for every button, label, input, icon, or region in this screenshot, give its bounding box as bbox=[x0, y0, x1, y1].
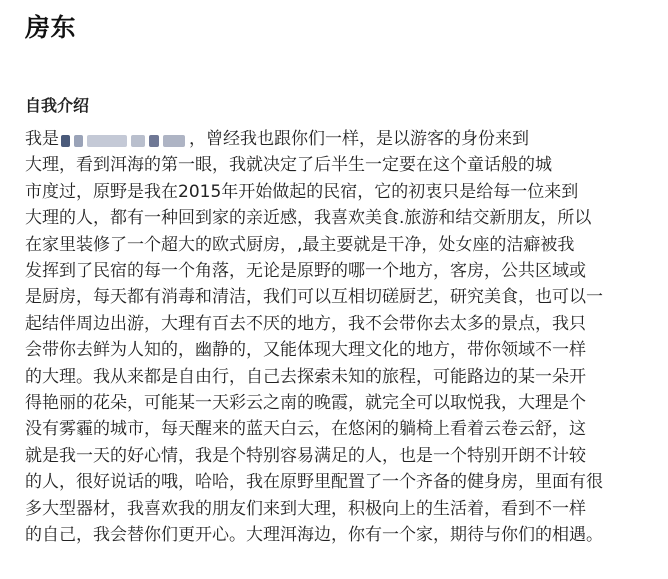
intro-line bbox=[25, 126, 657, 152]
intro-line: 在家里装修了一个超大的欧式厨房，,最主要就是干净，处女座的洁癖被我 bbox=[25, 234, 575, 255]
intro-line: 多大型器材，我喜欢我的朋友们来到大理，积极向上的生活着，看到不一样 bbox=[25, 498, 586, 519]
intro-line-suffix: ，曾经我也跟你们一样，是以游客的身份来到 bbox=[189, 129, 529, 149]
redaction-block bbox=[131, 135, 145, 147]
intro-line: 大理的人，都有一种回到家的亲近感，我喜欢美食.旅游和结交新朋友，所以 bbox=[25, 208, 592, 229]
self-intro-heading: 自我介绍 bbox=[25, 96, 90, 115]
intro-line: 会带你去鲜为人知的，幽静的，又能体现大理文化的地方，带你领域不一样 bbox=[25, 340, 586, 361]
intro-line: 得艳丽的花朵，可能某一天彩云之南的晚霞，就完全可以取悦我，大理是个 bbox=[25, 393, 586, 414]
self-intro-text bbox=[25, 126, 657, 549]
redaction-block bbox=[163, 135, 185, 147]
redacted-name bbox=[61, 132, 185, 150]
redaction-block bbox=[74, 135, 83, 147]
intro-line: 起结伴周边出游，大理有百去不厌的地方，我不会带你去太多的景点，我只 bbox=[25, 313, 586, 334]
redaction-block bbox=[87, 135, 127, 147]
page-title: 房东 bbox=[25, 13, 77, 42]
intro-line: 是厨房，每天都有消毒和清洁，我们可以互相切磋厨艺，研究美食，也可以一 bbox=[25, 287, 603, 308]
intro-line: 的自己，我会替你们更开心。大理洱海边，你有一个家，期待与你们的相遇。 bbox=[25, 525, 603, 546]
intro-line: 市度过，原野是我在2015年开始做起的民宿，它的初衷只是给每一位来到 bbox=[25, 181, 579, 202]
redaction-block bbox=[149, 135, 159, 147]
intro-line: 大理，看到洱海的第一眼，我就决定了后半生一定要在这个童话般的城 bbox=[25, 155, 552, 176]
intro-line: 的大理。我从来都是自由行，自己去探索未知的旅程，可能路边的某一朵开 bbox=[25, 366, 586, 387]
intro-line: 的人，很好说话的哦，哈哈，我在原野里配置了一个齐备的健身房，里面有很 bbox=[25, 472, 603, 493]
intro-line: 没有雾霾的城市，每天醒来的蓝天白云，在悠闲的躺椅上看着云卷云舒，这 bbox=[25, 419, 586, 440]
intro-line: 发挥到了民宿的每一个角落，无论是原野的哪一个地方，客房，公共区域或 bbox=[25, 261, 586, 282]
intro-line-prefix: 我是 bbox=[25, 129, 59, 149]
intro-line: 就是我一天的好心情，我是个特别容易满足的人，也是一个特别开朗不计较 bbox=[25, 445, 586, 466]
redaction-block bbox=[61, 135, 70, 147]
